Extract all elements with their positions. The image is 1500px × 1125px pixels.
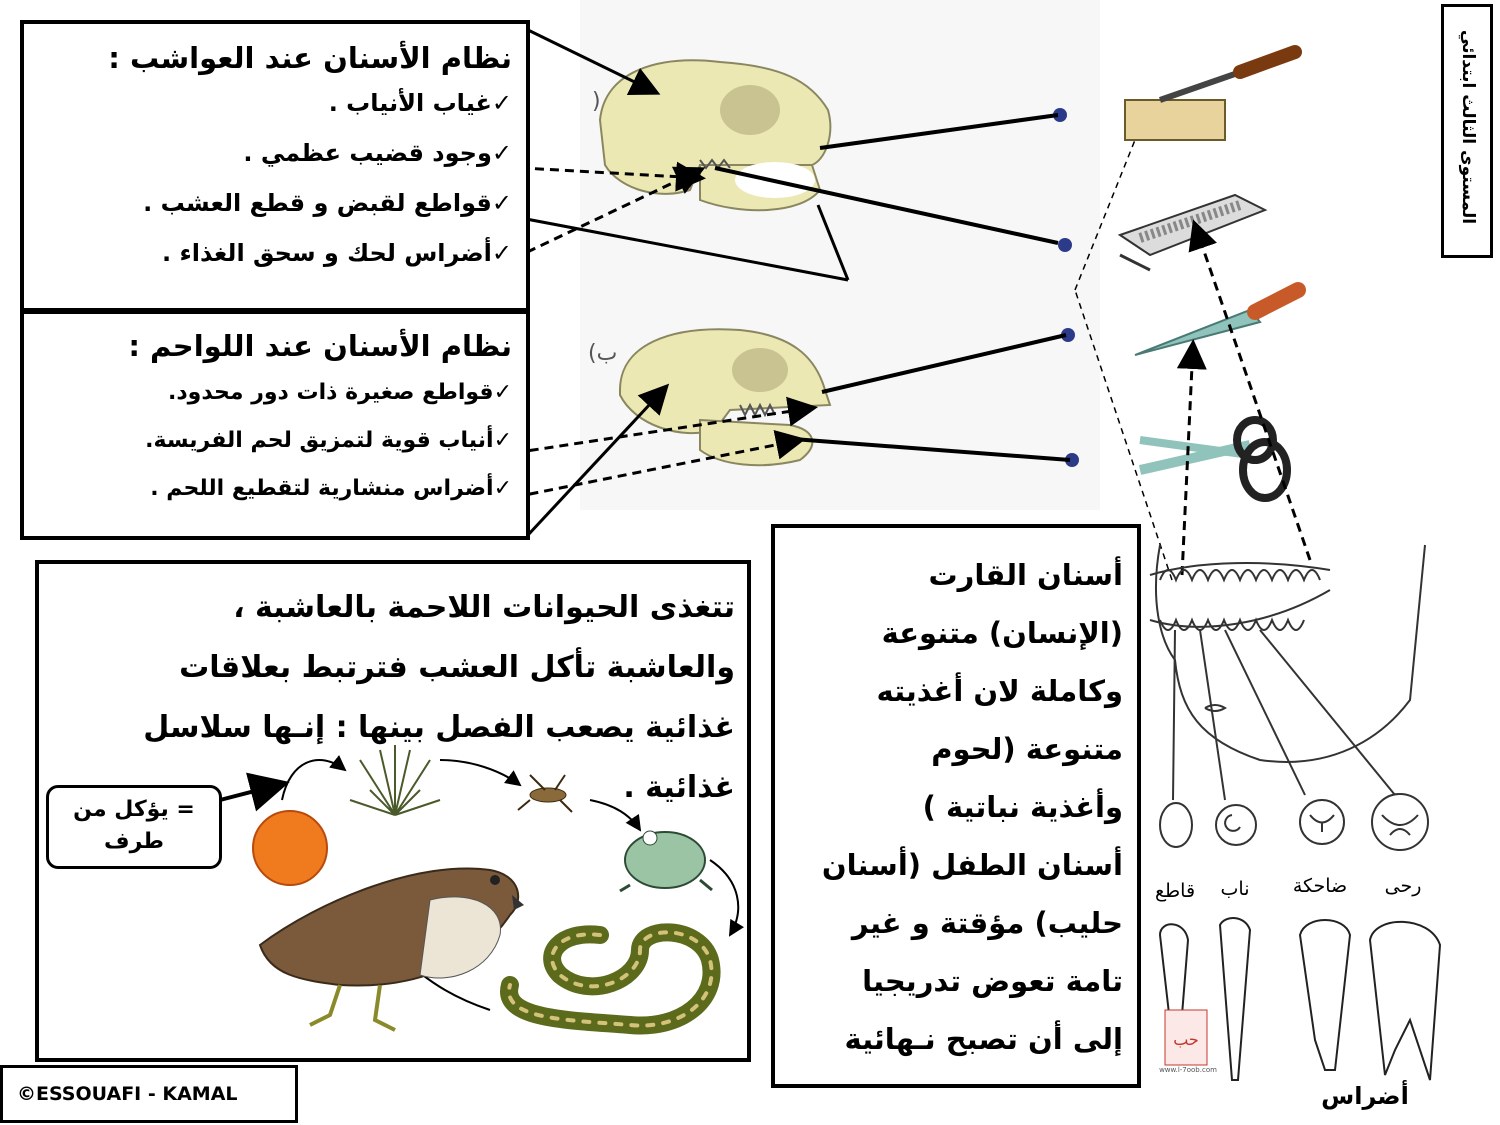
canine-crown-icon <box>1216 805 1256 845</box>
food-chain-line-1: تتغذى الحيوانات اللاحمة بالعاشبة ، <box>233 590 735 625</box>
incisor-crown-icon <box>1160 803 1192 847</box>
carnivore-teeth-box <box>20 310 530 540</box>
human-jaw <box>1150 545 1425 800</box>
herbivore-item-3: ✓قواطع لقبض و قطع العشب . <box>143 189 512 217</box>
herbivore-item-1: ✓غياب الأنياب . <box>328 89 512 117</box>
human-teeth-box <box>771 524 1141 1088</box>
skull-label-a: ) <box>592 89 601 114</box>
credit-text: ©ESSOUAFI - KAMAL <box>17 1083 238 1105</box>
food-chain-line-3: غذائية يصعب الفصل بينها : إنـها سلاسل <box>143 710 735 745</box>
carnivore-item-2: ✓أنياب قوية لتمزيق لحم الفريسة. <box>145 428 512 453</box>
carnivore-item-1: ✓قواطع صغيرة ذات دور محدود. <box>168 380 512 405</box>
carnivore-item-3: ✓أضراس منشارية لتقطيع اللحم . <box>150 476 512 501</box>
eaten-by-legend <box>46 785 222 869</box>
herbivore-item-2: ✓وجود قضيب عظمي . <box>243 139 512 167</box>
herbivore-item-4: ✓أضراس لحك و سحق الغذاء . <box>162 239 512 267</box>
canine-icon <box>1220 918 1250 1080</box>
human-line-3: وكاملة لان أغذيته <box>876 674 1123 708</box>
legend-line-1: = يؤكل من <box>73 797 195 822</box>
human-line-2: (الإنسان) متنوعة <box>881 616 1123 650</box>
herbivore-teeth-box <box>20 20 530 312</box>
human-line-7: حليب) مؤقتة و غير <box>851 906 1123 940</box>
plane-tool <box>1125 52 1295 140</box>
human-line-8: تامة تعوض تدريجيا <box>862 964 1123 998</box>
tooth-label-molar: رحى <box>1384 875 1422 897</box>
tooth-label-premolar: ضاحكة <box>1292 875 1348 897</box>
svg-text:حب: حب <box>1173 1030 1199 1049</box>
premolar-icon <box>1300 920 1350 1070</box>
human-line-9: إلى أن تصبح نـهائية <box>844 1022 1123 1056</box>
grater-tool <box>1120 195 1265 270</box>
herbivore-heading: نظام الأسنان عند العواشب : <box>108 41 512 75</box>
human-line-1: أسنان القارت <box>928 558 1123 592</box>
molar-icon <box>1370 922 1440 1080</box>
human-line-4: متنوعة (لحوم <box>931 732 1123 766</box>
molar-crown-icon <box>1372 794 1428 850</box>
tooth-label-canine: ناب <box>1220 878 1250 900</box>
legend-line-2: طرف <box>104 829 164 854</box>
food-chain-line-2: والعاشبة تأكل العشب فترتبط بعلاقات <box>179 650 735 685</box>
skull-label-b: (ب <box>588 341 618 366</box>
knife-tool <box>1135 290 1298 355</box>
credit-box <box>0 1065 298 1123</box>
human-line-5: وأغذية نباتية ) <box>922 790 1123 824</box>
carnivore-heading: نظام الأسنان عند اللواحم : <box>128 329 512 363</box>
food-chain-line-4: غذائية . <box>623 770 735 805</box>
molars-caption: أضراس <box>1321 1082 1409 1110</box>
human-line-6: أسنان الطفل (أسنان <box>821 848 1123 882</box>
watermark-text: www.l-7oob.com <box>1159 1066 1217 1074</box>
watermark-logo <box>1165 1010 1207 1065</box>
level-label: المستوى الثالث ابتدائي <box>1458 29 1478 225</box>
tooth-label-incisor: قاطع <box>1154 880 1196 902</box>
